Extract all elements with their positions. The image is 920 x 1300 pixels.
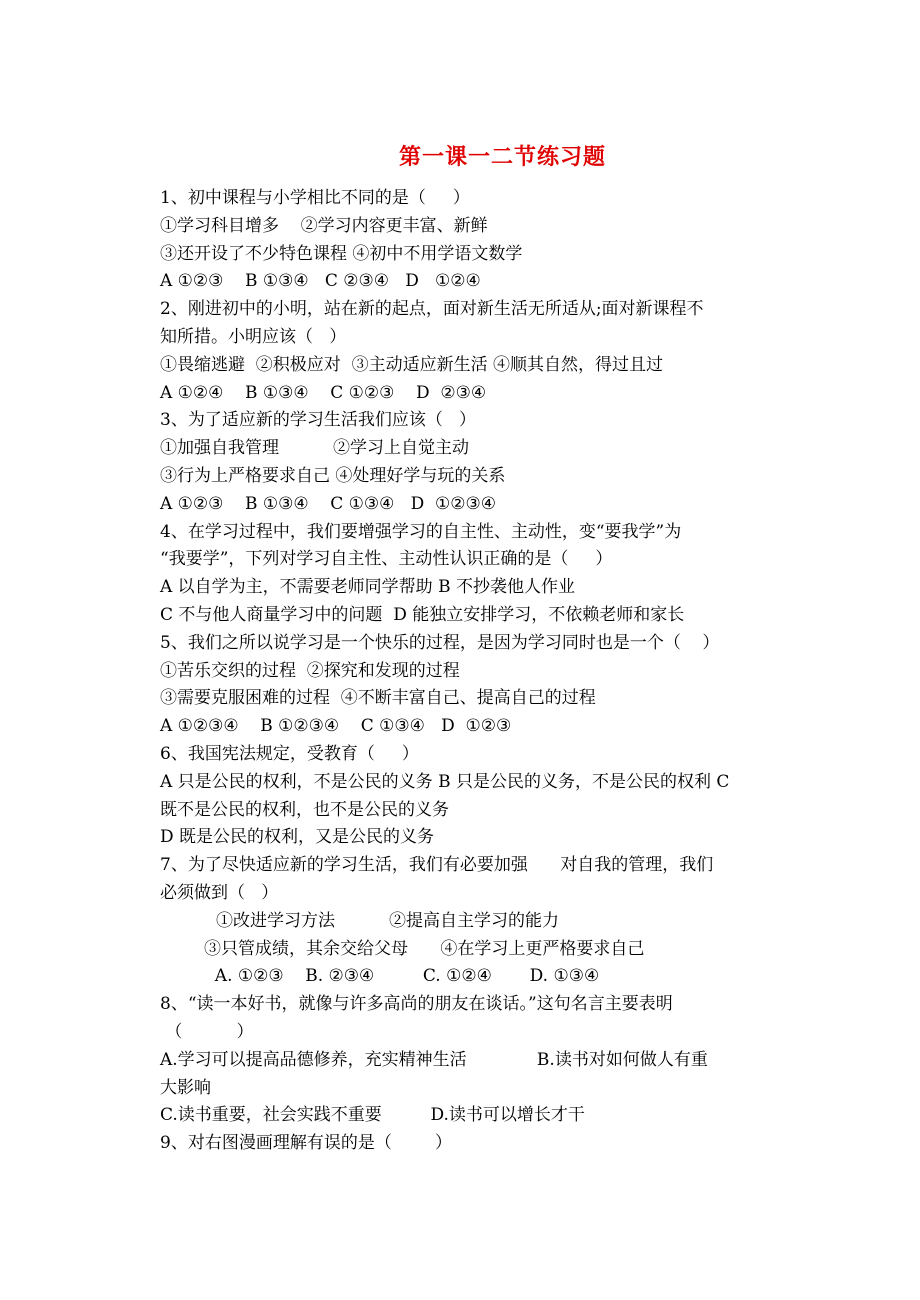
- text-line: A ①②③ B ①③④ C ②③④ D ①②④: [160, 271, 481, 292]
- text-line: 知所措。小明应该（ ）: [160, 326, 347, 347]
- text-line: ③行为上严格要求自己 ④处理好学与玩的关系: [160, 465, 506, 486]
- text-line: D 既是公民的权利，又是公民的义务: [160, 827, 435, 848]
- text-line: ①学习科目增多 ②学习内容更丰富、新鲜: [160, 215, 488, 236]
- text-line: （ ）: [160, 1021, 254, 1042]
- text-line: 1、初中课程与小学相比不同的是（ ）: [160, 188, 470, 208]
- text-line: A.学习可以提高品德修养，充实精神生活 B.读书对如何做人有重: [160, 1049, 708, 1070]
- text-line: A 只是公民的权利，不是公民的义务 B 只是公民的义务，不是公民的权利 C: [160, 771, 730, 792]
- text-line: 8、“读一本好书，就像与许多高尚的朋友在谈话。”这句名言主要表明: [160, 994, 673, 1015]
- page-title: 第一课一二节练习题: [398, 144, 606, 170]
- text-line: 3、为了适应新的学习生活我们应该（ ）: [160, 410, 477, 431]
- text-line: 大影响: [160, 1077, 211, 1098]
- text-line: 6、我国宪法规定，受教育（ ）: [160, 743, 419, 764]
- text-line: A ①②③④ B ①②③④ C ①③④ D ①②③: [160, 716, 512, 737]
- text-line: 7、为了尽快适应新的学习生活，我们有必要加强 对自我的管理，我们: [160, 855, 714, 876]
- text-line: 9、对右图漫画理解有误的是（ ）: [160, 1133, 453, 1154]
- text-line: C 不与他人商量学习中的问题 D 能独立安排学习，不依赖老师和家长: [160, 604, 685, 625]
- text-line: ①改进学习方法 ②提高自主学习的能力: [216, 910, 560, 931]
- text-line: A ①②③ B ①③④ C ①③④ D ①②③④: [160, 493, 496, 514]
- text-line: ①苦乐交织的过程 ②探究和发现的过程: [160, 660, 460, 681]
- text-line: 必须做到（ ）: [160, 882, 279, 903]
- text-line: ③只管成绩，其余交给父母 ④在学习上更严格要求自己: [204, 938, 645, 959]
- text-line: 4、在学习过程中，我们要增强学习的自主性、主动性，变“要我学”为: [160, 521, 682, 542]
- text-line: A 以自学为主，不需要老师同学帮助 B 不抄袭他人作业: [160, 577, 575, 598]
- text-line: 既不是公民的权利，也不是公民的义务: [160, 799, 449, 820]
- text-line: ①加强自我管理 ②学习上自觉主动: [160, 438, 470, 459]
- text-line: A. ①②③ B. ②③④ C. ①②④ D. ①③④: [204, 966, 600, 987]
- text-line: ③需要克服困难的过程 ④不断丰富自己、提高自己的过程: [160, 688, 596, 709]
- text-line: 2、刚进初中的小明，站在新的起点，面对新生活无所适从;面对新课程不: [160, 299, 704, 320]
- question-list: [160, 185, 770, 1158]
- text-line: ①畏缩逃避 ②积极应对 ③主动适应新生活 ④顺其自然，得过且过: [160, 354, 664, 375]
- text-line: A ①②④ B ①③④ C ①②③ D ②③④: [160, 382, 487, 403]
- text-line: “我要学”，下列对学习自主性、主动性认识正确的是（ ）: [160, 549, 613, 570]
- text-line: C.读书重要，社会实践不重要 D.读书可以增长才干: [160, 1105, 585, 1126]
- text-line: ③还开设了不少特色课程 ④初中不用学语文数学: [160, 243, 523, 264]
- text-line: 5、我们之所以说学习是一个快乐的过程，是因为学习同时也是一个（ ）: [160, 632, 720, 653]
